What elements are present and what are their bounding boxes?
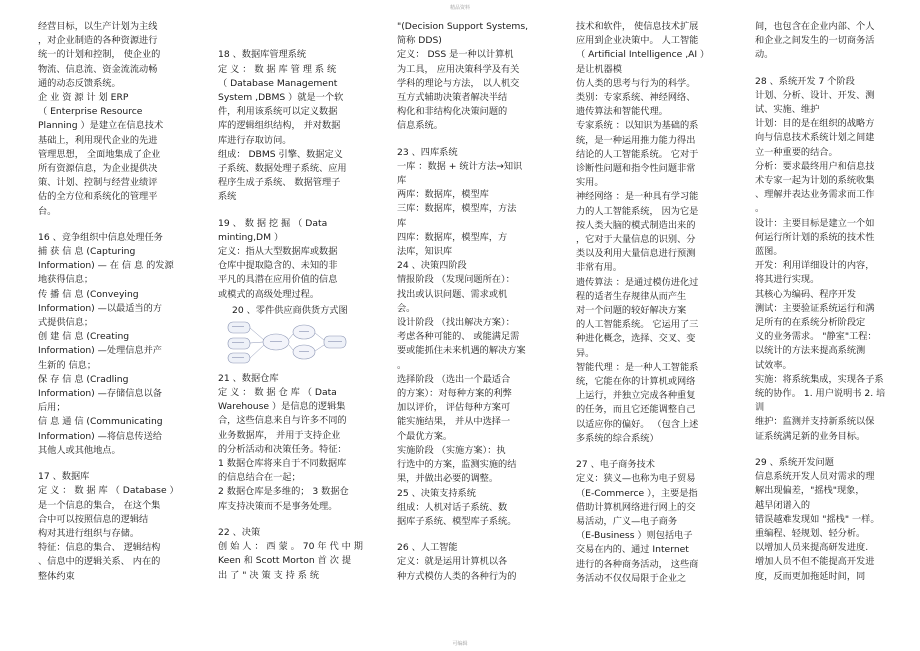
column-3 bbox=[397, 20, 549, 638]
paragraph-gap bbox=[397, 529, 549, 541]
paragraph-gap bbox=[218, 205, 368, 217]
text-paragraph: 23 、四库系统 一库 ：数据 + 统计方法→知识 库 两库：数据库，模型库 三库：数据库，模型库，方法 库 四库：数据库，模型库，方 法库，知识库 24 、决策四阶段 情报阶段 （发现问题所在）： 找出或认识问题、需求或机 会。 设计阶段 （找出解决方案）： 考虑各种可能的、 或能满足需 要或能抓住未来机遇的解决方案 。 选择阶段 （选出一个最适合 的方案）：对每种方案的利弊 加以评价， 评估每种方案可 能实施结果， 并从中选择一 个最优方案。 实施阶段 （实施方案）：执 行选中的方案，监测实施的结 果，并做出必要的调整。 25 、决策支持系统 组成：人机对话子系统、数 据库子系统、模型库子系统。 bbox=[397, 146, 526, 527]
text-paragraph: 27 、电子商务技术 定义：狭义—也称为电子贸易 （E-Commerce ），主要是指 借助计算机网络进行网上的交 易活动，广义—电子商务 （E-Business ）则包括电子 交易在内的、通过 Internet 进行的各种商务活动， 这些商 务活动不仅仅局限于企业之 bbox=[576, 459, 699, 584]
text-paragraph: 17 、数据库 定 义 ： 数 据 库 （ Database ） 是一个信息的集合， 在这个集 合中可以按照信息的逻辑结 构对其进行组织与存储。 特征：信息的集合、 逻辑结构 、信息中的逻辑关系、 内在的 整体约束 bbox=[38, 471, 179, 582]
page-footer-mark: 可编辑 bbox=[452, 641, 468, 647]
text-paragraph: 29 、系统开发问题 信息系统开发人员对需求的理 解出现偏差，"摇栈"现象， 越早闭谱入的 错误越难发现如 "摇栈" 一样。 重编程、轻规划、轻分析。 以增加人员来提高研发进度. 增加人员不但不能提高开发进 度，反而更加拖延时间，同 bbox=[755, 456, 880, 582]
paragraph-gap bbox=[38, 458, 190, 470]
text-paragraph: 19 、 数 据 挖 掘 （ Data minting,DM ） 定义：指从大型数据库或数据 仓库中提取隐含的、未知的非 平凡的具潜在应用价值的信息 或模式的高级处理过程。 bbox=[218, 217, 338, 300]
paragraph-gap bbox=[755, 444, 905, 456]
text-paragraph: 18 、数据库管理系统 定 义 ： 数 据 库 管 理 系 统 （ Database Management System ,DBMS ）就是一个软 件，利用该系统可以定义数据 库的逻辑组织结构， 并对数据 库进行存取访问。 组成： DBMS 引擎、数据定义 子系统、数据处理子系统、应用 程序生成子系统、 数据管理子 系统 bbox=[218, 49, 347, 203]
paragraph-gap bbox=[397, 134, 549, 146]
text-paragraph: 技术和软件， 使信息技术扩展 应用到企业决策中。 人工智能 （ Artificial Intelligence ,AI ） 是让机器模 仿人类的思考与行为的科学。 类别：专家系统、神经网络、 遗传算法和智能代理。 专家系统 ：以知识为基础的系 统，是一种运用推力能力得出 结论的人工智能系统。 它对于 诊断性问题和指令性问题非常 实用。 神经网络 ：是一种具有学习能 力的人工智能系统， 因为它是 按人类大脑的模式制造出来的 ，它对于大量信息的识别、分 类以及利用大量信息进行预测 非常有用。 遗传算法 ：是通过模仿进化过 程的适者生存规律从而产生 对一个问题的较好解决方案 的人工智能系统。 它运用了三 种进化概念，选择、交叉、变 异。 智能代理 ：是一种人工智能系 统，它能在你的计算机或网络 上运行，并独立完成各种重复 的任务，而且它还能调整自己 以适应你的偏好。 （包含上述 多系统的综合系统） bbox=[576, 21, 710, 444]
paragraph-gap bbox=[576, 446, 728, 458]
text-paragraph: 经营目标，以生产计划为主线 ，对企业制造的各种资源进行 统一的计划和控制， 使企业的 物流、信息流、资金流流动畅 通的动态反馈系统。 企 业 资 源 计 划 ERP （ Enterprise Resource Planning ）是建立在信息技术 基础上，利用现代企业的先进 管理思想， 全面地集成了企业 所有资源信息，为企业提供决 策、计划、控制与经营业绩评 估的全方位和系统化的管理平 台。 bbox=[38, 21, 164, 217]
text-paragraph: 21 、数据仓库 定 义 ： 数 据 仓 库 （ Data Warehouse ）是信息的逻辑集 合，这些信息来自与许多不同的 业务数据库， 并用于支持企业 的分析活动和决策任务。特征： 1 数据仓库将来自于不同数据库 的信息结合在一起； 2 数据仓库是多维的； 3 数据仓 库支持决策而不是事务处理。 bbox=[218, 372, 349, 512]
paragraph-gap bbox=[38, 219, 190, 231]
column-5 bbox=[755, 20, 905, 638]
supplier-delivery-diagram bbox=[226, 304, 348, 366]
column-1 bbox=[38, 20, 190, 638]
page-header-mark: 精品资料 bbox=[449, 5, 470, 11]
diagram-graphic bbox=[226, 318, 348, 366]
text-paragraph: 间，也包含在企业内部、个人 和企业之间发生的一切商务活 动。 bbox=[755, 21, 875, 61]
text-paragraph: 26 、人工智能 定义：就是运用计算机以各 种方式模仿人类的各种行为的 bbox=[397, 542, 517, 582]
diagram-caption: 20 、零件供应商供货方式图 bbox=[232, 304, 348, 316]
text-paragraph: 16 、竞争组织中信息处理任务 捕 获 信 息 (Capturing Information) — 在 信 息 的发源 地获得信息； 传 播 信 息 (Conveying Information) —以最适当的方 式提供信息； 创 建 信 息 (Creating Information) —处理信息并产 生新的 信息； 保 存 信 息 (Cradling Information) —存储信息以备 后用； 信 息 通 信 (Communicating Information) —将信息传送给 其他人或其他地点。 bbox=[38, 231, 174, 456]
paragraph-gap bbox=[755, 63, 905, 75]
text-paragraph: "(Decision Support Systems, 简称 DDS) 定义： DSS 是一种以计算机 为工具， 应用决策科学及有关 学科的理论与方法， 以人机交 互方式辅助决策者解决半结 构化和非结构化决策问题的 信息系统。 bbox=[397, 21, 529, 132]
text-paragraph: 22 、决策 创 始 人 ： 西 蒙 。 70 年 代 中 期 Keen 和 Scott Morton 首 次 提 出 了 " 决 策 支 持 系 统 bbox=[218, 526, 363, 581]
column-2 bbox=[218, 20, 368, 638]
text-paragraph: 28 、系统开发 7 个阶段 计划、分析、设计、开发、测 试、实施、维护 计划：目的是在组织的战略方 向与信息技术系统计划之间建 立一种重要的结合。 分析：要求最终用户和信息技 术专家一起为计划的系统收集 、理解并表达业务需求而工作 。 设计：主要目标是建立一个如 何运行所计划的系统的技术性 蓝图。 开发：利用详细设计的内容， 将其进行实现。 其核心为编码、程序开发 测试：主要验证系统运行和满 足所有的在系统分析阶段定 义的业务需求。 "静室"工程： 以统计的方法来提高系统测 试效率。 实施：将系统集成，实现各子系 统的协作。 1. 用户说明书 2. 培 训 维护：监测并支持新系统以保 证系统满足新的业务目标。 bbox=[755, 75, 886, 442]
column-4 bbox=[576, 20, 728, 638]
paragraph-gap bbox=[218, 514, 368, 526]
